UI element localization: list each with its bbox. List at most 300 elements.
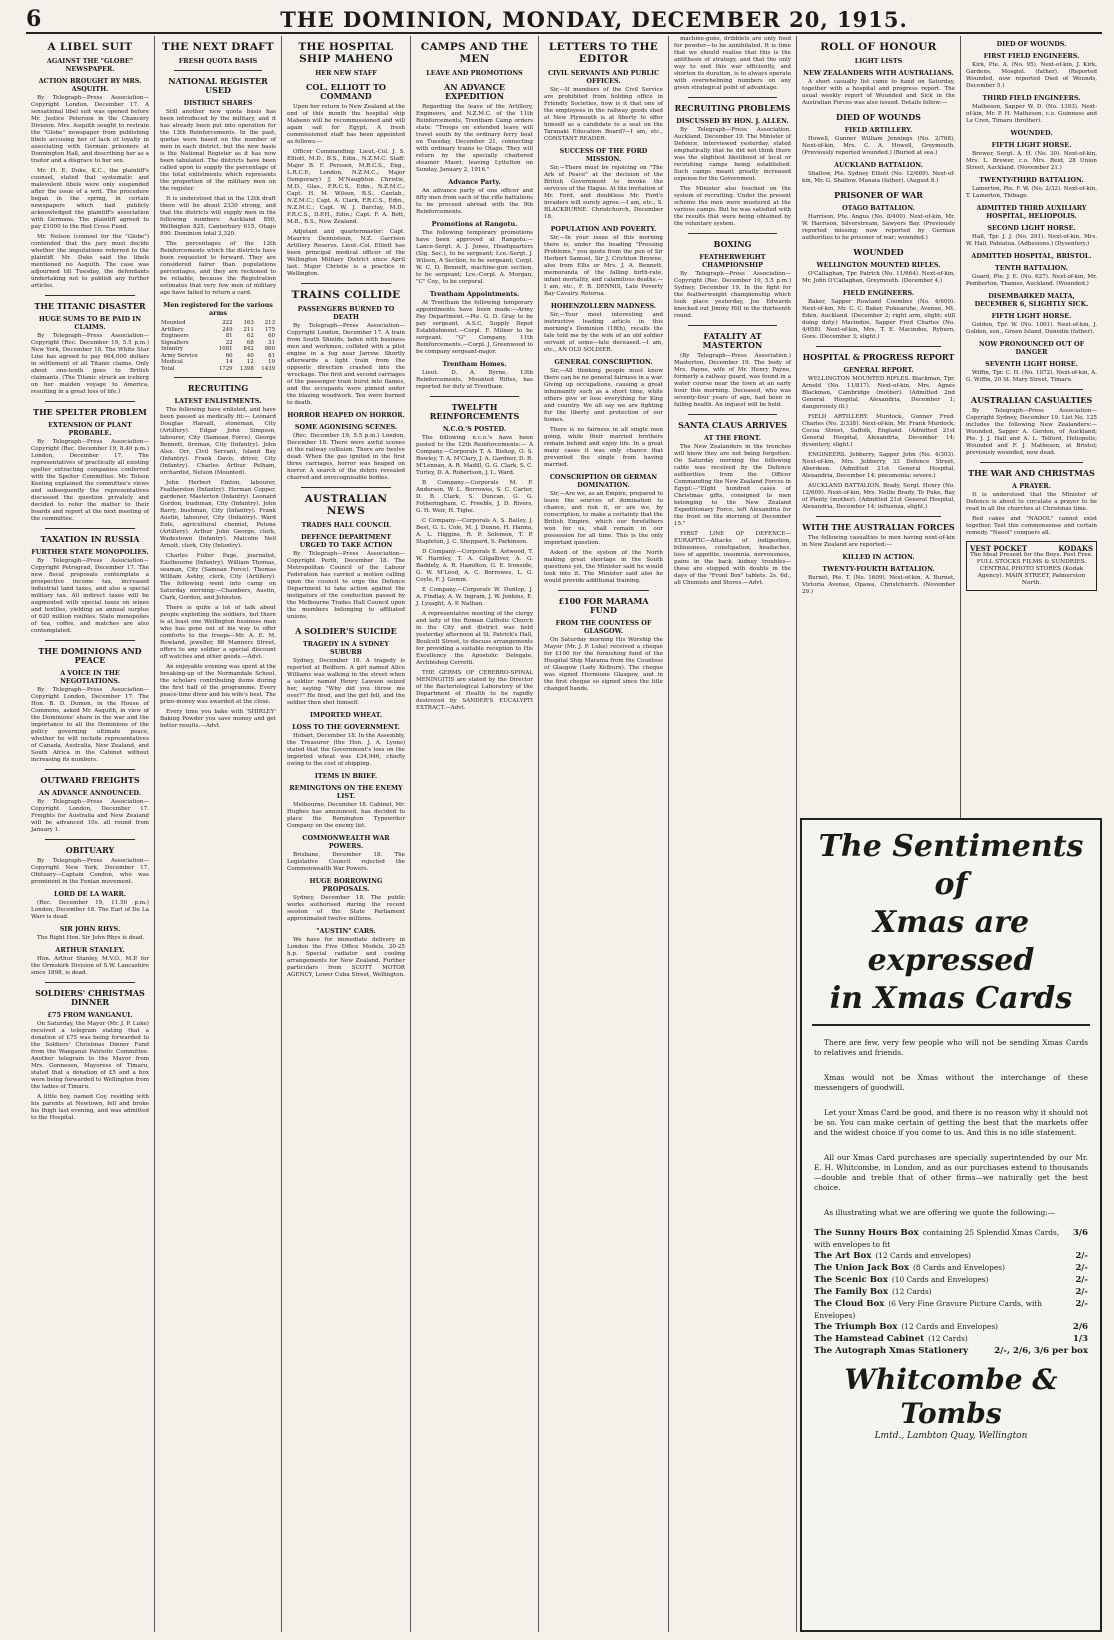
table-cell: Total [161, 365, 175, 372]
article-text: Sir,—All thinking people must know there can be no general fairness in a war. Giving up occupations, causing a great inhumanity such as a short time, while others give or lose everything for King and country. We all say we are fighting for the liberty and protection of our homes. [544, 368, 663, 423]
divider [174, 70, 262, 71]
article-text: (Rec. December 19, 5.5 p.m.) London, December 18. There were awful scenes at the railway collision. There are twelve dead. When the gas ignited in the first three carriages, horror was heaped on horror. A search of the debris revealed charred and unrecognisable bodies. [287, 433, 405, 481]
subhead: PRISONER OF WAR [834, 190, 923, 200]
article-text: AUCKLAND BATTALION. Brady, Sergt. Henry (No. 12/609). Next-of-kin, Mrs. Nellie Brady, Te Puke, Bay of Plenty (mother). (Admitted 21st General Hospital, Alexandria, December 14; influenza, slight.) [802, 483, 955, 510]
subhead: HORROR HEAPED ON HORROR. [287, 411, 405, 419]
article-text: Mr. Nelson (counsel for the "Globe") contended that the jury must decide whether the imputations referred to the plaintiff. Mr. Duke said the libels mentioned no Asquith. The case was adjourned till Tuesday, the defendants undertaking not to publish any further articles. [31, 234, 149, 289]
article-text: Sydney, December 18. The public works authorised during the recent session of the State Parliament approximated twelve millions. [287, 895, 405, 922]
ad-headline-2: Xmas are expressed [867, 905, 1035, 978]
table-cell: 40 [246, 352, 254, 359]
article-text: A representative meeting of the clergy and laity of the Roman Catholic Church in the City and district was held yesterday afternoon at St. Patrick's Hall, Boulcott Street, to discuss arrangements for providing a suitable reception to His Excellency the Apostolic Delegate, Archbishop Cerretti. [416, 611, 533, 666]
headline-next-draft: THE NEXT DRAFT [161, 41, 275, 53]
subhead: N.C.O.'S POSTED. [442, 425, 507, 433]
column-6 [668, 36, 796, 1632]
xmas-cards-advert [800, 818, 1102, 1632]
table-cell: Army Service [161, 352, 198, 359]
article-text: D Company.—Corporals E. Astwood, T. W. Harnley, T. A. Gilgalliver, A. G. Baddely, A. R. Hamilton, G. E. Ironside, G. W. M'Leod, A. C. Borrowes, L. G. Coyle, F. J. Gomm. [416, 549, 533, 583]
table-cell: 31 [268, 339, 275, 346]
headline-obituary: OBITUARY [65, 845, 115, 855]
subhead: FIFTH LIGHT HORSE. [991, 312, 1072, 320]
subhead: WOUNDED. [1010, 129, 1053, 137]
subhead: AGAINST THE "GLOBE" NEWSPAPER. [46, 57, 134, 73]
ad-item-name: The Autograph Xmas Stationery [814, 1346, 969, 1356]
subhead: FEATHERWEIGHT CHAMPIONSHIP [699, 253, 766, 269]
subhead: PASSENGERS BURNED TO DEATH [297, 305, 395, 321]
ad-text: There are few, very few people who will not be sending Xmas Cards to relatives and friends. [814, 1038, 1088, 1057]
divider [688, 325, 777, 326]
ad-kodak-left: VEST POCKET [970, 544, 1028, 553]
article-text: machine-guns, dribblets are only food for powder—to be annihilated. It is time that we should realise that this is the antithesis of strategy, and that the only way to end this war efficiently, and shorten its duration, is to always operate with overwhelming numbers on any given strategical point of advantage. [674, 36, 791, 91]
headline-hospital-ship: THE HOSPITAL SHIP MAHENO [298, 41, 394, 65]
subhead: HUGE BORROWING PROPOSALS. [309, 877, 383, 893]
subhead: FIFTH LIGHT HORSE. [991, 141, 1072, 149]
subhead: ITEMS IN BRIEF. [314, 772, 378, 780]
article-text: Sir,—Your most interesting and instructive leading article in this morning's Dominion (18th), recalls the tale told me by the wife of an old soldier servant of some—late deceased.—I am, etc., AN OLD SOLDIER. [544, 312, 663, 353]
article-text: Golden, Tpr. W. (No. 1001). Next-of-kin, J. Golden, sen., Green Island, Dunedin (father). [966, 322, 1097, 335]
subhead: A VOICE IN THE NEGOTIATIONS. [60, 669, 120, 685]
table-cell: 842 [243, 346, 254, 352]
ad-price-item [814, 1298, 1088, 1321]
subhead: FROM THE COUNTESS OF GLASGOW. [555, 619, 652, 635]
ad-item-name: The Triumph Box [814, 1322, 898, 1332]
divider [301, 487, 391, 488]
headline-twelfth-reinforcements: TWELFTH REINFORCEMENTS [429, 402, 520, 421]
headline-dominions-peace: THE DOMINIONS AND PEACE [38, 646, 142, 665]
article-text: FIRST LINE OF DEFENCE—EURAPTIC—Attacks of indigestion, biliousness, constipation, headaches, loss of appetite, insomnia, nervousness, pains in the back, kidney troubles—these are stopped with doubts in the days of the "Front Box" tablets. 2s. 6d., all Chemists and Stores.—Advt. [674, 531, 791, 586]
ad-price-item [814, 1227, 1088, 1250]
newspaper-title: THE DOMINION, MONDAY, DECEMBER 20, 1915. [280, 7, 908, 32]
ad-text: Xmas would not be Xmas without the interchange of these messengers of goodwill. [814, 1073, 1088, 1092]
article-text: The Minister also touched on the system of recruiting. Under the present scheme the men were mustered at the various camps. But he was satisfied with the results that were being obtained by the voluntary system. [674, 186, 791, 227]
headline-trains-collide: TRAINS COLLIDE [291, 289, 401, 301]
article-text: Red cakes and "NAOOL" cannot exist together. Test this commonsense and certain remedy. "Naool" conquers all. [966, 516, 1097, 536]
article-text: The New Zealanders in the trenches will know they are not being forgotten. On Saturday morning the following cable was received by the Defence authorities from the Officer Commanding the New Zealand Forces in Egypt:—"Eight hundred cases of Christmas gifts, consigned to men belonging to the New Zealand Expeditionary Force, left Alexandria for the front on the morning of December 15." [674, 444, 791, 527]
article-text: The following temporary promotions have been approved at Rangotu:—Lance-Sergt. A. J. Jones, Headquarters (Sig. Sec.), to be sergeant; Lce.-Sergt. J. Wilson, A Section, to be sergeant; Corpl. W. C. D. Bennett, machine-gun section, to be sergeant; Lce.-Corpl. A. Morgan, "C" Coy., to be corporal. [416, 230, 533, 285]
ad-item-title [814, 1298, 1075, 1321]
table-cell: 22 [225, 339, 233, 346]
article-text: An advance party of one officer and fifty men from each of the rifle battalions to be proceed abroad with the 9th Reinforcements. [416, 188, 533, 215]
table-cell: 1081 [218, 346, 233, 352]
subhead: FRESH QUOTA BASIS [178, 57, 258, 65]
subhead: COL. ELLIOTT TO COMMAND [306, 82, 386, 101]
article-text: Regarding the leave of the Artillery, Engineers, and N.Z.M.C. of the 11th Reinforcements, Trentham Camp orders state: "Troops on extended leave will travel south by the ordinary ferry boat on Tuesday, December 21, connecting with ordinary trains to Otago. They will return by the specially chartered steamer Maori, leaving Lyttelton on Sunday, January 2, 1916." [416, 104, 533, 173]
ad-kodak-right: KODAKS [1058, 544, 1093, 553]
subhead: DIED OF WOUNDS [836, 112, 921, 122]
ad-divider [812, 1024, 1090, 1026]
ad-price-item [814, 1262, 1088, 1274]
article-text: Brewer, Sergt. A. H. (No. 30). Next-of-kin, Mrs. L. Brewer, c.o. Mrs. Reid, 28 Union Street, Auckland. (November 21.) [966, 151, 1097, 171]
article-text: (Rec. December 19, 11.50 p.m.) London, December 18. The Earl of De La Warr is dead. [31, 900, 149, 920]
ad-item-detail: (12 Cards and envelopes) [875, 1251, 972, 1260]
article-text: Kirk, Pte. A. (No. 95). Next-of-kin, J. Kirk, Gardens, Mosgiel. (father). (Reported Wounded, now reported Died of Wounds, December 5.) [966, 62, 1097, 89]
subhead: AUCKLAND BATTALION. [834, 161, 923, 169]
headline-libel-suit: A LIBEL SUIT [47, 41, 133, 53]
ad-item-price: 2/- [1075, 1299, 1088, 1309]
article-text: Asked of the system of the North making great shortage in the South questions yet, the Minister said he would look into it. The Minister said also he would provide additional training. [544, 550, 663, 584]
article-text: It is understood that the Minister of Defence is about to circulate a prayer to be read in all the churches at Christmas time. [966, 492, 1097, 512]
divider [45, 982, 135, 983]
subhead: LATEST ENLISTMENTS. [174, 397, 262, 405]
divider [45, 401, 135, 402]
headline-santa-claus: SANTA CLAUS ARRIVES [678, 420, 787, 430]
article-text: On Saturday, the Mayor (Mr. J. P. Luke) received a telegram stating that a donation of £75 was being forwarded to the Soldiers' Christmas Dinner Fund from the Wanganui Patriotic Committee. Another telegram to the Mayor from Mrs. Gonnesen, Mayoress of Timaru, stated that a donation of £5 and a box were being forwarded to Wellington from the ladies of Timaru. [31, 1021, 149, 1090]
subhead: KILLED IN ACTION. [842, 553, 915, 561]
column-3 [281, 36, 410, 1632]
ad-text: Let your Xmas Card be good, and there is no reason why it should not be so. You can make certain of getting the best that the markets offer and the widest choice if you come to us. And this is no idle statement. [814, 1108, 1088, 1137]
ad-item-price: 2/-, 2/6, 3/6 per box [994, 1346, 1088, 1356]
headline-titanic: THE TITANIC DISASTER [34, 301, 146, 311]
headline-roll-of-honour: ROLL OF HONOUR [820, 41, 937, 53]
subhead: TRAGEDY IN A SYDNEY SUBURB [303, 640, 389, 656]
divider [980, 462, 1083, 463]
table-row [160, 366, 276, 373]
subhead: HOHENZOLLERN MADNESS. [550, 302, 657, 310]
table-cell: Engineers [161, 333, 189, 339]
subhead: SOME AGONISING SCENES. [294, 423, 398, 431]
article-text: At Trentham the following temporary appointments have been made:—Army Pay Department.—Pte. G. D. Gray to be pay sergeant. A.S.C. Supply Depot Establishment.—Corpl. F. Milner to be sergeant. "G" Company, 11th Reinforcements.—Corpl. J. Greenwood to be company sergeant-major. [416, 300, 533, 355]
article-text: Shallow, Pte. Sydney Elliott (No. 12/669). Next-of-kin, Mr. G. Shallow, Manaia (father). (August 8.) [802, 171, 955, 184]
subhead: TWENTY-THIRD BATTALION. [979, 176, 1084, 184]
article-text: Howell, Gunner William Jennings (No. 2/768), Next-of-kin, Mrs. C. A. Howell, Greymouth. (Previously reported wounded.) (Buried at sea.) [802, 136, 955, 156]
ad-item-title [814, 1321, 998, 1333]
ad-item-title [814, 1227, 1073, 1250]
subhead: A PRAYER. [1012, 482, 1051, 490]
article-text: By Telegraph—Press Association—Copyright London, December 17. The Hon. B. D. Dumon, in the House of Commons, asked Mr. Asquith, in view of the Dominions' share in the war and the importance to all the Dominions of the policy governing ultimate peace, whether he will include representatives of Canada, Australia, New Zealand, and South Africa in the Cabinet without increasing its numbers. [31, 687, 149, 763]
article-text: By Telegraph—Press Association. Auckland, December 19. The Minister of Defence, interviewed yesterday, stated emphatically that he did not think there was the slightest likelihood of local or recruiting camps being established. Such camps meant greatly increased expense for the Government. [674, 127, 791, 182]
headline-recruiting-problems: RECRUITING PROBLEMS [674, 103, 791, 113]
headline-war-christmas: THE WAR AND CHRISTMAS [968, 468, 1095, 478]
article-text: C Company.—Corporals A. S. Bailey, J. Best, G. L. Cole, M. J. Dunne, H. Hanna, A. L. Higgins, R. P. Solomon, T. P. Stapleton, J. C. Sheppard, S. Parkinson. [416, 518, 533, 545]
divider [688, 233, 777, 234]
article-text: WELLINGTON MOUNTED RIFLES. Blackman, Tpr. Arnold (No. 11/817). Next-of-kin, Mrs. Agnes Blackman, Cambridge (mother). (Admitted 2nd General Hospital, Alexandria, December 1; dangerously ill.) [802, 376, 955, 410]
subhead: FURTHER STATE MONOPOLIES. [31, 548, 149, 556]
subhead: FIELD ARTILLERY. [844, 126, 913, 134]
article-text: By Telegraph—Press Association—Copyright London, December 17. A train from South Shields, laden with business men and workmen, collided with a pilot engine in a fog near Jarrow. Shortly afterwards a light train from the opposite direction crashed into the wreckage. The first and second carriages of the passenger train burst into flames, and the occupants were pinned under the blazing woodwork. Ten were burned to death. [287, 323, 405, 406]
divider [45, 528, 135, 529]
ad-text: As illustrating what we are offering we quote the following:— [824, 1208, 1056, 1217]
headline-taxation: TAXATION IN RUSSIA [40, 534, 140, 544]
ad-price-item [814, 1321, 1088, 1333]
table-cell: Infantry [161, 346, 184, 352]
article-text: Hall, Tpr. J. J. (No. 291). Next-of-kin, Mrs. W. Hall, Pahiatua. (Adhesions.) (Dysentery.) [966, 234, 1097, 247]
subhead: Trentham Homes. [442, 360, 507, 368]
divider [816, 346, 941, 347]
article-text: Wiffin, Tpr. C. H. (No. 1072). Next-of-kin, A. G. Wiffin, 20 St. Mary Street, Timaru. [966, 370, 1097, 383]
article-text: By Telegraph—Press Association—Copyright London, December 17. A sensational libel suit was opened before Mr. Justice Peterson in the Chancery Division. Mrs. Asquith sought to restrain the "Globe" newspaper from publishing libels accusing her of lack of loyalty in associating with German prisoners at Donnington Hall, and describing her as a traitor and a disgrace to her sex. [31, 95, 149, 164]
divider [174, 377, 262, 378]
ad-price-item [814, 1345, 1088, 1357]
article-text: Matheson, Sapper W. D. (No. 1393). Next-of-kin, Mr. P. H. Matheson, c.o. Guinness and Le Cren, Timaru (brother). [966, 104, 1097, 124]
ad-item-name: The Art Box [814, 1251, 872, 1261]
table-cell: 81 [268, 352, 275, 359]
article-text: We have for immediate delivery in London the Five Office Models, 20-25 h.p. Special radiator and cooling arrangements for New Zealand. Further particulars from SCOTT MOTOR AGENCY, Lower Cuba Street, Wellington. [287, 937, 405, 978]
subhead: GENERAL CONSCRIPTION. [554, 358, 653, 366]
article-text: Adjutant and quartermaster: Capt. Maurice Dennistoun, N.Z. Garrison Artillery Reserve. Lieut.-Col. Elliott has been principal medical officer of the Wellington Military District since April last. Major Christie is a practice in Wellington. [287, 229, 405, 277]
ad-item-detail: (12 Cards) [928, 1334, 968, 1343]
ad-price-item [814, 1274, 1088, 1286]
ad-item-detail: (6 Very Fine Gravure Picture Cards, with Envelopes) [814, 1299, 1043, 1320]
article-text: By Telegraph—Press Association—Copyright Petrograd, December 17. The new fiscal proposals contemplate a prospective income tax, increased industrial land taxes, and also a special military tax. All indirect taxes will be augmented with special taxes on wines and textiles, yielding an annual surplus of 620 million roubles. State monopolies of tea, coffee, and matches are also contemplated. [31, 558, 149, 634]
subhead: HER NEW STAFF [315, 69, 377, 77]
article-text: Hobart, December 18. In the Assembly, the Treasurer (the Hon. J. A. Lyons) stated that the Government's loss on the imported wheat was £34,946, chiefly owing to the cost of shipping. [287, 733, 405, 767]
ad-item-detail: (12 Cards) [892, 1287, 932, 1296]
ad-item-name: The Scenic Box [814, 1275, 888, 1285]
ad-price-item [814, 1250, 1088, 1262]
subhead: ADMITTED THIRD AUXILIARY HOSPITAL, HELIOPOLIS. [976, 204, 1087, 220]
subhead: AT THE FRONT. [704, 434, 761, 442]
article-text: Hon. Arthur Stanley, M.V.O., M.P. for the Ormskirk Division of S.W. Lancashire since 1898, is dead. [31, 956, 149, 976]
column-2 [154, 36, 281, 1632]
subhead: AN ADVANCE ANNOUNCED. [39, 789, 141, 797]
subhead: THIRD FIELD ENGINEERS. [982, 94, 1081, 102]
subhead: ACTION BROUGHT BY MRS. ASQUITH. [38, 77, 142, 93]
article-text: Officer Commanding: Lieut.-Col. J. S. Elliott, M.D., B.S., Edin., N.Z.M.C. Staff: Major B. F. Perssen, M.R.C.S., Eng., L.R.C.P., London, N.Z.M.C.; Major (temporary) J. M'Naughton Christie, M.D., Glas., F.R.C.S., Edin., N.Z.M.C.; Capt. H. M. Wilson, B.S., Cantab., N.Z.M.C.; Capt. A. Clark, F.R.C.S., Edin., N.Z.M.C.; Capt. W. J. Barclay, M.D., F.R.C.S., D.P.H., Edin.; Capt. F. A. Bott, M.B., B.S., New Zealand. [287, 149, 405, 225]
ad-item-price: 2/- [1075, 1263, 1088, 1273]
masthead [26, 8, 1102, 34]
table-cell: Artillery [161, 326, 184, 333]
article-text: Sir,—If members of the Civil Service are prohibited from holding office in Friendly Societies, how is it that one of the employees in the railway goods shed at New Plymouth is at liberty to offer himself as a candidate to a seat on the Taranaki Education Board?—I am, etc., CONSTANT READER. [544, 87, 663, 142]
ad-price-list [802, 1227, 1100, 1357]
page-number: 6 [26, 6, 42, 32]
subhead: ARTHUR STANLEY. [55, 946, 125, 954]
ad-item-title [814, 1250, 971, 1262]
headline-recruiting: RECRUITING [187, 383, 249, 393]
table-cell: 860 [264, 346, 275, 352]
article-text: By Telegraph—Press Association—Copyright (Rec. December 19, 5.5 p.m.) New York, December 18. The White Star Line has agreed to pay 664,000 dollars in settlement of all Titanic claims. Only about one-tenth goes to British claimants. (The Titanic struck an iceberg on her maiden voyage to America, resulting in a great loss of life.) [31, 333, 149, 395]
column-4 [410, 36, 538, 1632]
ad-item-name: The Hamstead Cabinet [814, 1334, 925, 1344]
table-cell: 1398 [240, 365, 254, 372]
divider [558, 590, 649, 591]
article-text: Sir,—There must be rejoicing on "The Ark of Peace" at the decision of the British Government to invoke the services of the Hague. At the invitation of Mr. Ford, and doubtless Mr. Ford's invaders will surely agree.—I am, etc., S. BLACKBURNE. Christchurch, December 18. [544, 165, 663, 220]
article-text: By Telegraph—Press Association—Copyright London, December 17. Freights for Australia and New Zealand will be advanced 10s. all round from January 1. [31, 799, 149, 833]
divider [45, 839, 135, 840]
subhead: DISTRICT SHARES [183, 99, 253, 107]
table-cell: 60 [268, 333, 275, 339]
subhead: DIED OF WOUNDS. [996, 40, 1067, 48]
subhead: £75 FROM WANGANUI. [47, 1011, 133, 1019]
table-cell: 211 [243, 326, 254, 333]
article-text: There is no fairness in all single men going, while their married brothers remain behind and enjoy life. In a great many cases it was only chance that prevented the single from having married. [544, 427, 663, 468]
headline-spelter: THE SPELTER PROBLEM [33, 407, 147, 417]
table-cell: 12 [246, 359, 254, 365]
article-text: By Telegraph—Press Association—Copyright (Rec. December 19, 5.5 p.m.) Sydney, December 19. In the fight for the featherweight championship which took place yesterday, Joe Edwards knocked out Jimmy Hill in the thirteenth round. [674, 271, 791, 319]
kodak-advert [966, 541, 1097, 591]
table-cell: Signallers [161, 339, 189, 346]
article-text: Charles Fuller Page, journalist, Eastbourne (Infantry). William Thomas, seaman, City (Samoan Force). Thomas William Ashby, clerk, City (Artillery). The following went into camp on Saturday morning:—Chambers, Austin, Clark, Gordon, and Johnston. [160, 553, 276, 601]
table-cell: 81 [225, 333, 233, 339]
divider [45, 769, 135, 770]
subhead: NATIONAL REGISTER USED [168, 76, 268, 95]
article-text: The following have enlisted, and have been passed as medically fit:— Leonard Douglas Harsall, stoneman, City (Artillery). Edgar John Simpson, labourer, City (Samoan Force). George Bennett, fireman, City (Infantry). John Alex. Orr, Civil Servant, Island Bay (Infantry). Frank Davis, driver, City (Infantry). Charles Arthur Pelham, orchardist, Nelson (Mounted). [160, 407, 276, 476]
article-text: E Company.—Corporals W. Dunlop, J. A. Findlay, A. W. Ingram, J. W. Jenkins, E. J. Lysaght, A. P. Nathan. [416, 587, 533, 607]
article-text: An enjoyable evening was spent at the breaking-up of the Normandale School, the scholars contributing items during the first half of the programme. Every peace-time diver and his wife's best. The prize-money was awarded at the close. [160, 664, 276, 705]
subhead: TRADES HALL COUNCIL [301, 521, 391, 529]
article-text: O'Callaghan, Tpr. Patrick (No. 11/664). Next-of-kin, Mr. John O'Callaghan, Greymouth. (December 4.) [802, 271, 955, 284]
subhead: COMMONWEALTH WAR POWERS. [302, 834, 390, 850]
ad-item-title [814, 1333, 968, 1345]
article-text: B Company.—Corporals M. F. Anderson, W. L. Borrowes, S. C. Carter, D. B. Clark, S. Duncan, G. G. Fotheringham, C. Freeble, J. D. Rivers, G. H. Weir, H. Tighe. [416, 480, 533, 514]
ad-item-detail: (10 Cards and Envelopes) [891, 1275, 989, 1284]
subhead: SIR JOHN RHYS. [59, 925, 121, 933]
table-cell: 249 [222, 326, 233, 333]
ad-item-title [814, 1262, 1005, 1274]
table-cell: 19 [268, 359, 275, 365]
table-cell: 175 [264, 326, 275, 333]
subhead: Advance Party. [448, 178, 501, 186]
headline-letters: LETTERS TO THE EDITOR [548, 41, 659, 65]
ad-item-price: 2/- [1075, 1287, 1088, 1297]
subhead: WITH THE AUSTRALIAN FORCES [802, 522, 955, 532]
subhead: NOW PRONOUNCED OUT OF DANGER [978, 340, 1085, 356]
table-title: Men registered for the various arms [163, 301, 273, 317]
subhead: DISEMBARKED MALTA, DECEMBER 6, SLIGHTLY SICK. [974, 292, 1089, 308]
headline-australian-casualties: AUSTRALIAN CASUALTIES [970, 395, 1093, 405]
subhead: SEVENTH LIGHT HORSE. [985, 360, 1078, 368]
ad-headline-1: The Sentiments of [818, 829, 1084, 902]
article-text: John Herbert Emton, labourer, Featherston (Infantry). Herman Copper, gardener, Masterton (Infantry). Leonard Gordon, bushman, City (Infantry). John Barry, bushman, City (Infantry). Frank Austin, labourer, City (Infantry). Ward Eide, agricultural chemist, Petone (Artillery). Arthur John George, clerk, Wadestown (Infantry). Malcolm Neil Arnott, clerk, City (Infantry). [160, 480, 276, 549]
ad-firm-name: Whitcombe & Tombs [844, 1363, 1058, 1430]
article-text: ENGINEERS. Jebberry, Sapper John (No. 4/303). Next-of-kin, Mrs. Jebberry, 33 Defence Street, Aberdeen. (Admitted 21st General Hospital, Alexandria, December 14; pneumonia; severe.) [802, 452, 955, 479]
subhead: REMINGTONS ON THE ENEMY LIST. [289, 784, 403, 800]
article-text: The following n.c.o.'s have been posted to the 12th Reinforcements:— A Company.—Corporals T. A. Bishop, O. S. Rowley, T. A. M'Clary, J. A. Gardner, D. R. M'Lennan, A. R. Madill, G. G. Clark, S. C. Turley, D. A. Robertson, J. L. Ward. [416, 435, 533, 476]
ad-item-price: 3/6 [1072, 1228, 1088, 1238]
ad-item-price: 2/- [1075, 1251, 1088, 1261]
article-text: Sir,—Are we, as an Empire, prepared to leave the sources of domination to chance, and risk it, or are we, by conscription, to make a certainty that the British Empire, which our forefathers won for us, shall remain in our possession for all time. This is the only important question. [544, 491, 663, 546]
table-cell: 62 [246, 333, 254, 339]
ad-price-item [814, 1333, 1088, 1345]
article-text: The percentages of the 12th Reinforcements which the districts have been requested to forward. They are considered fairer than populations percentages, and they are reckoned to be reliable, because the Registration estimates that very few men of military age have failed to return a card. [160, 241, 276, 296]
table-cell: 14 [225, 359, 233, 365]
headline-australian-news: AUSTRALIAN NEWS [304, 493, 388, 517]
ad-item-name: The Union Jack Box [814, 1263, 910, 1273]
ad-firm-address: Lmtd., Lambton Quay, Wellington [874, 1431, 1028, 1441]
ad-text: All our Xmas Card purchases are specially superintended by our Mr. E. H. Whitcombe, in London, and as our purchases extend to thousands—double and treble that of other firms—we naturally get the best choice. [814, 1153, 1088, 1192]
ad-item-title [814, 1345, 972, 1357]
table-cell: Medical [161, 359, 183, 365]
ad-item-detail: (8 Cards and Envelopes) [913, 1263, 1005, 1272]
table-cell: 68 [246, 339, 254, 346]
subhead: EXTENSION OF PLANT PROBABLE. [48, 421, 132, 437]
subhead: SECOND LIGHT HORSE. [987, 224, 1076, 232]
subhead: TWENTY-FOURTH BATTALION. [822, 565, 935, 573]
column-1 [26, 36, 154, 1632]
subhead: LORD DE LA WARR. [53, 890, 127, 898]
table-cell: 1729 [218, 365, 233, 372]
table-cell: 213 [264, 320, 275, 326]
article-text: Sir,—In your issue of this morning there is, under the heading "Pressing Problems," you quote from the pen of Sir Herbert Samuel, Sir J. Crichton Browne, also from Ellis or Mrs. J. A. Bennett, memoranda of the falling birth-rate, infant mortality, and calamitous deaths.—I am, etc., F. B. DENNIS, Late Poverty Bay Cavalry. Rotorua. [544, 235, 663, 297]
ad-item-detail: (12 Cards and Envelopes) [901, 1322, 999, 1331]
subhead: FIRST FIELD ENGINEERS. [983, 52, 1080, 60]
article-text: It is understood that in the 12th draft there will be about 2330 strong, and that the districts will supply men in the following numbers: Auckland 890, Wellington 825, Canterbury 615, Otago 890. Dominion total 2,320. [160, 196, 276, 237]
ad-item-title [814, 1274, 989, 1286]
divider [45, 295, 135, 296]
subhead: HOSPITAL & PROGRESS REPORT [802, 352, 955, 362]
ad-item-price: 2/6 [1072, 1322, 1088, 1332]
ad-item-name: The Cloud Box [814, 1299, 885, 1309]
subhead: CIVIL SERVANTS AND PUBLIC OFFICES. [547, 69, 660, 85]
headline-christmas-dinner: SOLDIERS' CHRISTMAS DINNER [35, 988, 145, 1007]
article-text: Brisbane, December 18. The Legislative Council rejected the Commonwealth War Powers. [287, 852, 405, 872]
subhead: WOUNDED [853, 247, 904, 257]
subhead: NEW ZEALANDERS WITH AUSTRALIANS. [803, 69, 954, 77]
headline-fatality: FATALITY AT MASTERTON [702, 331, 763, 350]
article-text: Goard, Pte. J. E. (No. 627). Next-of-kin, Mr. Pemberton, Thames, Auckland. (Wounded.) [966, 274, 1097, 287]
table-cell: 163 [243, 320, 254, 326]
article-text: Baker, Sapper Rowland Coombes (No. 4/609). Next-of-kin, Mr. C. C. Baker, Pukearuhe, Avenue, Mt. Eden, Auckland. (December 2; right arm, slight; still doing duty.) Macindoe, Sapper Fred Charles (No. 4/658). Next-of-kin, Mrs. T. E. Macindoe, Ryburn, Gore. (December 3; slight.) [802, 299, 955, 340]
subhead: HUGE SUMS TO BE PAID IN CLAIMS. [38, 315, 142, 331]
article-text: Lieut. D. A. Byrne, 13th Reinforcements, Mounted Rifles, has reported for duty at Trentham. [416, 370, 533, 390]
ad-item-title [814, 1286, 932, 1298]
ad-item-price: 2/- [1075, 1275, 1088, 1285]
table-cell: 60 [225, 352, 233, 359]
headline-marama-fund: £100 FOR MARAMA FUND [558, 596, 649, 615]
subhead: LEAVE AND PROMOTIONS [426, 69, 523, 77]
ad-headline-3: in Xmas Cards [829, 981, 1073, 1016]
ad-price-item [814, 1286, 1088, 1298]
headline-freights: OUTWARD FREIGHTS [40, 775, 140, 785]
headline-boxing: BOXING [713, 239, 752, 249]
subhead: DEFENCE DEPARTMENT URGED TO TAKE ACTION [299, 533, 393, 549]
subhead: LIGHT LISTS [854, 57, 903, 65]
article-text: Melbourne, December 18. Cabinet, Mr. Hughes has announced, has decided to place the Remington Typewriter Company on the enemy list. [287, 802, 405, 829]
article-text: Sydney, December 18. A tragedy is reported at Redfern. A girl named Alice Williams was walking in the street when a soldier named Henry Lawson seized her, saying "Why did you throw me over?" He fired, and the girl fell, and the soldier then shot himself. [287, 658, 405, 706]
subhead: "AUSTIN" CARS. [316, 927, 376, 935]
subhead: Promotions at Rangotu. [431, 220, 518, 228]
article-text: A little boy, named Coy, residing with his parents at Newtown, fell and broke his thigh last evening, and was admitted to the Hospital. [31, 1094, 149, 1121]
subhead: OTAGO BATTALION. [842, 204, 915, 212]
subhead: CONSCRIPTION OR GERMAN DOMINATION. [549, 473, 658, 489]
article-text: Every time you bake with 'SHIRLEY' Baking Powder you save money and get better results.—Advt. [160, 709, 276, 729]
enlistment-table [160, 320, 276, 372]
subhead: ADMITTED HOSPITAL, BRISTOL. [971, 252, 1092, 260]
ad-item-name: The Sunny Hours Box [814, 1228, 919, 1238]
article-text: FIELD ARTILLERY. Murdock, Gunner Fred. Charles (No. 2/338). Next-of-kin, Mr. Frank Murdock, Cocoa Street, Suffolk, England. (Admitted 21st General Hospital, Alexandria, December 14; dysentery, slight.) [802, 414, 955, 448]
table-cell: 1439 [261, 365, 275, 372]
article-text: Lamerton, Pte. F. W. (No. 2/32). Next-of-kin, T. Lamerton, Thibage. [966, 186, 1097, 199]
article-text: By Telegraph—Press Association—Copyright Sydney, December 19. List No. 125 includes the following New Zealanders:—Wounded, Sapper A. Gordon, of Auckland; Pte. J. J. Hall and A. L. Telford, Heliopolis; Wounded and F. J. Matheson, at Bristol; previously wounded, now dead. [966, 408, 1097, 456]
subhead: LOSS TO THE GOVERNMENT. [292, 723, 400, 731]
subhead: A SOLDIER'S SUICIDE [295, 626, 397, 636]
article-text: The following casualties to men having next-of-kin in New Zealand are reported:— [802, 535, 955, 548]
ad-kodak-text: The Ideal Present for the Boys. Post Free. FULL STOCKS FILMS & SUNDRIES. CENTRAL PHOTO STORES (Kodak Agency). MAIN STREET, Palmerston North. [970, 552, 1093, 586]
article-text: Still another new quota basis has been introduced by the military, and it has already been put into operation for the 13th Reinforcements. In the past, quotas were based on the number of men in each district, but the new basis is the National Register as it has now been tabulated. The districts have been called upon to supply the percentage of the total enlistments which represents the proportion of the military men on the register. [160, 109, 276, 192]
subhead: WELLINGTON MOUNTED RIFLES. [816, 261, 941, 269]
divider [688, 97, 777, 98]
article-text: By Telegraph—Press Association—Copyright Perth, December 18. The Metropolitan Council of the Labour Federation has carried a motion calling upon the council to urge the Defence Department to take action against the instigators of the conduction passed by the Melbourne Trades Hall Council upon the members belonging to affiliated unions. [287, 551, 405, 620]
article-text: By Telegraph—Press Association—Copyright (Rec. December 19, 8.40 p.m.) London, December 17. The representatives of practically all existing spelter extracting companies conferred with the Spelter Committee. Mr. Tolson Keeling explained the committee's views and subsequently the representatives discussed the question privately and decided to refer the matter to their boards and report at the next meeting of the committee. [31, 439, 149, 522]
subhead: AN ADVANCE EXPEDITION [444, 82, 505, 101]
divider [301, 283, 391, 284]
article-text: A short casualty list came to hand on Saturday, together with a hospital and progress report. The usual weekly report of Wounded and Sick in the Australian Forces was also issued. Details follow:— [802, 79, 955, 106]
table-cell: 222 [222, 320, 233, 326]
article-text: On Saturday morning His Worship the Mayor (Mr. J. P. Luke) received a cheque for £100 for the furnishing fund of the Hospital Ship Marama from the Countess of Glasgow (Lady Kelburn). The cheque was signed Hermione Glasgow, and in the first cheque so signed since the title changed hands. [544, 637, 663, 692]
subhead: IMPORTED WHEAT. [310, 711, 382, 719]
ad-item-detail: containing 25 Splendid Xmas Cards, with envelopes to fit [814, 1228, 1060, 1249]
subhead: GENERAL REPORT. [843, 366, 914, 374]
divider [816, 516, 941, 517]
headline-camps: CAMPS AND THE MEN [420, 41, 529, 65]
subhead: TENTH BATTALION. [994, 264, 1069, 272]
ad-item-price: 1/3 [1072, 1334, 1088, 1344]
divider [45, 640, 135, 641]
column-5 [538, 36, 668, 1632]
subhead: DISCUSSED BY HON. J. ALLEN. [676, 117, 789, 125]
subhead: SUCCESS OF THE FORD MISSION. [559, 147, 648, 163]
subhead: POPULATION AND POVERTY. [550, 225, 657, 233]
divider [688, 414, 777, 415]
article-text: Upon her return to New Zealand at the end of this month the hospital ship Maheno will be recommissioned and will again sail for Egypt. A fresh commissioned staff has been appointed as follows:— [287, 104, 405, 145]
